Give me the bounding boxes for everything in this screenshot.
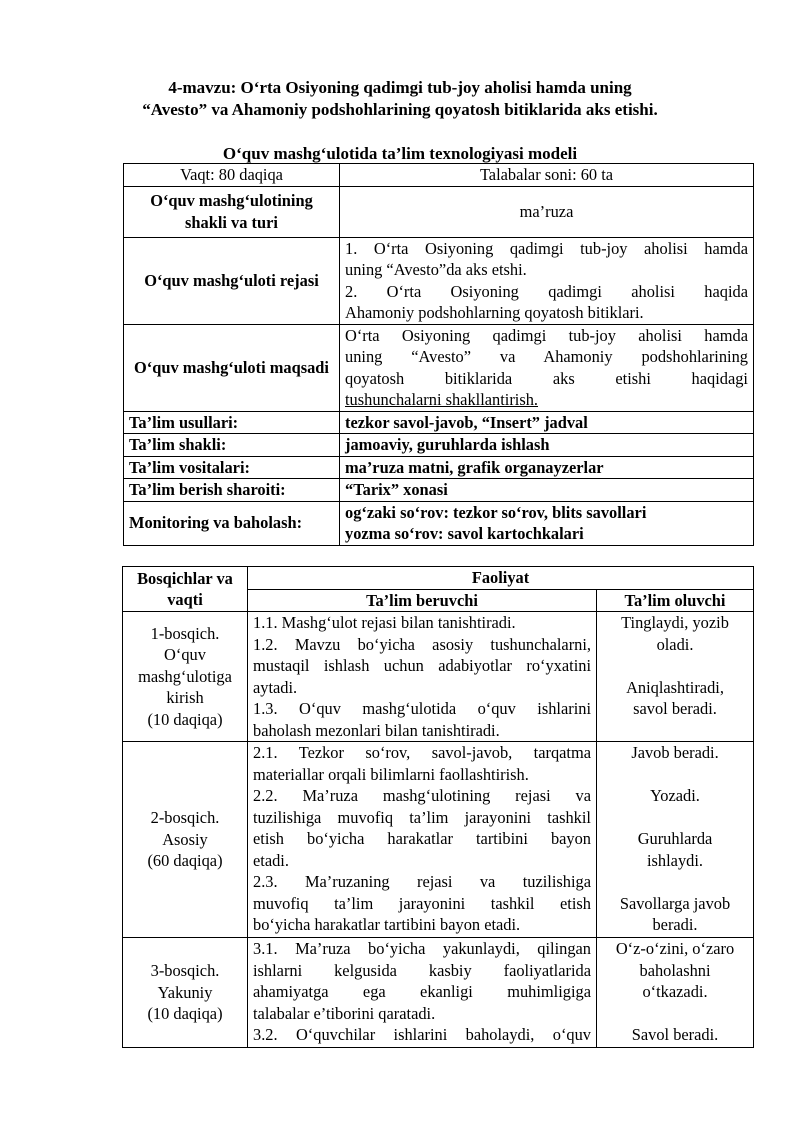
activity-line: ishlaydi. bbox=[647, 850, 703, 870]
activity-line: 2.1. Tezkor so‘rov, savol-javob, tarqatma bbox=[253, 743, 591, 762]
stage-cell bbox=[123, 742, 248, 938]
teacher-activity-cell bbox=[248, 742, 597, 938]
activity-line: Aniqlashtiradi, bbox=[626, 677, 724, 697]
table-row bbox=[124, 434, 754, 457]
row-value: “Tarix” xonasi bbox=[340, 479, 754, 502]
activity-line: bo‘yicha harakatlar tartibini bayon etadi. bbox=[253, 915, 521, 934]
activity-line: 1.1. Mashg‘ulot rejasi bilan tanishtiradi. bbox=[253, 613, 516, 632]
value-line: og‘zaki so‘rov: tezkor so‘rov, blits savollari bbox=[345, 502, 647, 522]
row-value: ma’ruza bbox=[340, 186, 754, 237]
activity-line: 3.2. O‘quvchilar ishlarini baholaydi, o‘quv bbox=[253, 1025, 591, 1044]
activity-line: ishlarni kelgusida kasbiy faoliyatlarida bbox=[253, 960, 591, 980]
student-activity-cell bbox=[597, 938, 754, 1048]
stage-line: (10 daqiqa) bbox=[147, 1004, 223, 1024]
activity-line: Savollarga javob bbox=[619, 893, 731, 913]
student-activity-cell bbox=[597, 612, 754, 742]
stage-line: O‘quv bbox=[164, 645, 206, 665]
row-label: O‘quv mashg‘uloti maqsadi bbox=[124, 324, 340, 411]
row-label: Monitoring va baholash: bbox=[124, 501, 340, 545]
document-title-line-1: 4-mavzu: O‘rta Osiyoning qadimgi tub-joy aholisi hamda uning bbox=[168, 78, 632, 97]
value-line: O‘rta Osiyoning qadimgi tub-joy aholisi hamda bbox=[345, 325, 748, 345]
value-line: 1. O‘rta Osiyoning qadimgi tub-joy aholisi hamda bbox=[345, 238, 748, 258]
teacher-activity-cell bbox=[248, 612, 597, 742]
stage-line: mashg‘ulotiga bbox=[138, 666, 232, 686]
table-row bbox=[124, 164, 754, 187]
value-line: Ahamoniy podshohlarning qoyatosh bitiklari. bbox=[345, 303, 644, 322]
activity-line: 1.2. Mavzu bo‘yicha asosiy tushunchalarni, bbox=[253, 634, 591, 654]
activity-line: 1.3. O‘quv mashg‘ulotida o‘quv ishlarini bbox=[253, 699, 591, 718]
stage-line: Asosiy bbox=[162, 829, 208, 849]
activity-line: talabalar e’tiborini qaratadi. bbox=[253, 1003, 436, 1023]
activity-line: baholashni bbox=[639, 960, 711, 980]
activity-line: muvofiq ta’lim jarayonini tashkil etish bbox=[253, 893, 591, 913]
activity-line: savol beradi. bbox=[633, 699, 717, 718]
table-row bbox=[124, 479, 754, 502]
stage-line: (10 daqiqa) bbox=[147, 709, 223, 729]
table-row bbox=[124, 186, 754, 237]
row-label: O‘quv mashg‘ulotining shakli va turi bbox=[124, 186, 340, 237]
activity-line: ahamiyatga ega ekanligi muhimligiga bbox=[253, 982, 591, 1001]
activity-line: 3.1. Ma’ruza bo‘yicha yakunlaydi, qilingan bbox=[253, 939, 591, 958]
row-value: jamoaviy, guruhlarda ishlash bbox=[340, 434, 754, 457]
activity-line: Yozadi. bbox=[650, 786, 700, 805]
value-line: tushunchalarni shakllantirish. bbox=[345, 390, 539, 409]
row-value bbox=[340, 501, 754, 545]
row-value bbox=[340, 237, 754, 324]
stage-column-header: Bosqichlar va vaqti bbox=[123, 567, 248, 612]
stage-cell bbox=[123, 938, 248, 1048]
row-value: ma’ruza matni, grafik organayzerlar bbox=[340, 456, 754, 479]
activity-line: aytadi. bbox=[253, 677, 298, 697]
teacher-activity-cell bbox=[248, 938, 597, 1048]
row-label: Ta’lim vositalari: bbox=[124, 456, 340, 479]
row-label: Ta’lim shakli: bbox=[124, 434, 340, 457]
stage-line: kirish bbox=[166, 688, 204, 708]
activity-line: Tinglaydi, yozib bbox=[621, 613, 729, 632]
table-row bbox=[123, 742, 754, 938]
stage-line: 2-bosqich. bbox=[150, 808, 220, 828]
table-header-row bbox=[123, 567, 754, 590]
activity-line: mustaqil ishlash uchun adabiyotlar ro‘yxatini bbox=[253, 656, 591, 675]
stage-line: 3-bosqich. bbox=[150, 961, 220, 981]
activity-line: Savol beradi. bbox=[631, 1025, 719, 1044]
students-cell: Talabalar soni: 60 ta bbox=[340, 164, 754, 187]
student-activity-cell bbox=[597, 742, 754, 938]
table-row bbox=[123, 612, 754, 742]
value-line: 2. O‘rta Osiyoning qadimgi aholisi haqida bbox=[345, 281, 748, 301]
activity-line: Guruhlarda bbox=[637, 829, 713, 848]
table-row bbox=[124, 456, 754, 479]
activity-line: etish bo‘yicha harakatlar tartibini bayon bbox=[253, 829, 591, 848]
activity-line: O‘z-o‘zini, o‘zaro bbox=[615, 939, 735, 958]
activity-line: materiallar orqali bilimlarni faollashtirish. bbox=[253, 764, 529, 784]
stage-cell bbox=[123, 612, 248, 742]
document-title-line-2: “Avesto” va Ahamoniy podshohlarining qoyatosh bitiklarida aks etishi. bbox=[142, 100, 658, 119]
time-cell: Vaqt: 80 daqiqa bbox=[124, 164, 340, 187]
value-line: qoyatosh bitiklarida aks etishi haqidagi bbox=[345, 368, 748, 388]
value-line: yozma so‘rov: savol kartochkalari bbox=[345, 524, 584, 543]
row-label: Ta’lim berish sharoiti: bbox=[124, 479, 340, 502]
activity-line: oladi. bbox=[656, 634, 694, 654]
activity-column-header: Faoliyat bbox=[248, 567, 754, 590]
table-row bbox=[124, 237, 754, 324]
activity-line: o‘tkazadi. bbox=[642, 982, 708, 1001]
row-value bbox=[340, 324, 754, 411]
stage-line: (60 daqiqa) bbox=[147, 851, 223, 871]
teacher-column-header: Ta’lim beruvchi bbox=[248, 589, 597, 612]
activity-line: etadi. bbox=[253, 850, 289, 870]
activity-line: 2.2. Ma’ruza mashg‘ulotining rejasi va bbox=[253, 786, 591, 805]
value-line: uning “Avesto” va Ahamoniy podshohlarining bbox=[345, 347, 748, 366]
technology-model-table bbox=[123, 163, 754, 546]
table-caption: O‘quv mashg‘ulotida ta’lim texnologiyasi modeli bbox=[222, 144, 578, 163]
activity-line: tuzilishiga muvofiq ta’lim jarayonini tashkil bbox=[253, 807, 591, 827]
row-label: Ta’lim usullari: bbox=[124, 411, 340, 434]
stage-line: 1-bosqich. bbox=[150, 623, 220, 643]
table-row bbox=[124, 411, 754, 434]
stages-table bbox=[122, 566, 754, 1048]
value-line: uning “Avesto”da aks etshi. bbox=[345, 260, 527, 279]
row-value: tezkor savol-javob, “Insert” jadval bbox=[340, 411, 754, 434]
row-label: O‘quv mashg‘uloti rejasi bbox=[124, 237, 340, 324]
table-row bbox=[123, 938, 754, 1048]
stage-line: Yakuniy bbox=[157, 982, 213, 1002]
activity-line: Javob beradi. bbox=[631, 743, 719, 762]
activity-line: baholash mezonlari bilan tanishtiradi. bbox=[253, 720, 500, 740]
activity-line: 2.3. Ma’ruzaning rejasi va tuzilishiga bbox=[253, 872, 591, 891]
activity-line: beradi. bbox=[652, 915, 698, 934]
student-column-header: Ta’lim oluvchi bbox=[597, 589, 754, 612]
table-row bbox=[124, 501, 754, 545]
table-row bbox=[124, 324, 754, 411]
